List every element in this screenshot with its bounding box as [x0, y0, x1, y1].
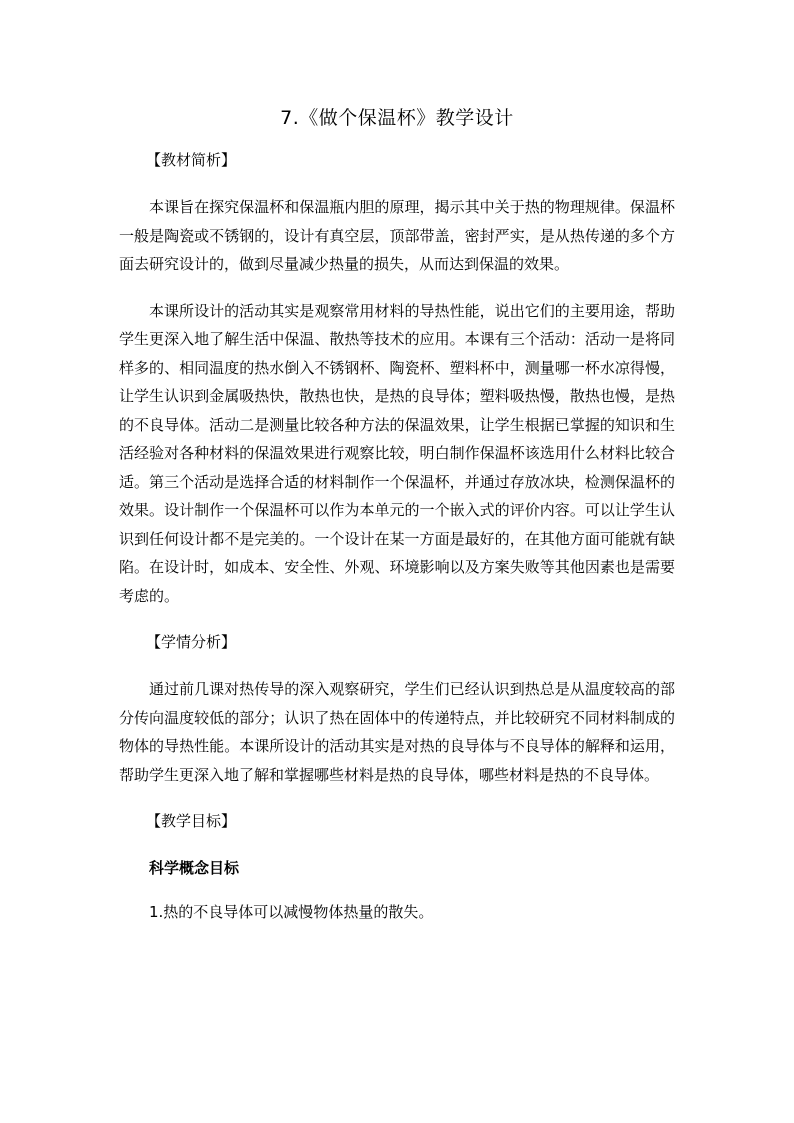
- list-item: 1.热的不良导体可以减慢物体热量的散失。: [149, 903, 434, 921]
- section-heading-textbook-analysis: 【教材简析】: [146, 151, 237, 169]
- paragraph: 通过前几课对热传导的深入观察研究，学生们已经认识到热总是从温度较高的部分传向温度较低的部分；认识了热在固体中的传递特点，并比较研究不同材料制成的物体的导热性能。本课所设计的活动其实是对热的良导体与不良导体的解释和运用，帮助学生更深入地了解和掌握哪些材料是热的良导体，哪些材料是热的不良导体。: [119, 680, 675, 784]
- section-heading-teaching-goals: 【教学目标】: [146, 812, 237, 830]
- paragraph: 本课旨在探究保温杯和保温瓶内胆的原理，揭示其中关于热的物理规律。保温杯一般是陶瓷或不锈钢的，设计有真空层，顶部带盖，密封严实，是从热传递的多个方面去研究设计的，做到尽量减少热量的损失，从而达到保温的效果。: [119, 198, 675, 273]
- document-body: [119, 104, 675, 926]
- document-title: 7.《做个保温杯》教学设计: [280, 107, 514, 129]
- subheading-science-concept-goals: 科学概念目标: [149, 859, 240, 877]
- paragraph: 本课所设计的活动其实是观察常用材料的导热性能，说出它们的主要用途，帮助学生更深入地了解生活中保温、散热等技术的应用。本课有三个活动：活动一是将同样多的、相同温度的热水倒入不锈钢杯、陶瓷杯、塑料杯中，测量哪一杯水凉得慢，让学生认识到金属吸热快，散热也快，是热的良导体；塑料吸热慢，散热也慢，是热的不良导体。活动二是测量比较各种方法的保温效果，让学生根据已掌握的知识和生活经验对各种材料的保温效果进行观察比较，明白制作保温杯该选用什么材料比较合适。第三个活动是选择合适的材料制作一个保温杯，并通过存放冰块，检测保温杯的效果。设计制作一个保温杯可以作为本单元的一个嵌入式的评价内容。可以让学生认识到任何设计都不是完美的。一个设计在某一方面是最好的，在其他方面可能就有缺陷。在设计时，如成本、安全性、外观、环境影响以及方案失败等其他因素也是需要考虑的。: [119, 301, 675, 605]
- section-heading-learner-analysis: 【学情分析】: [146, 633, 237, 651]
